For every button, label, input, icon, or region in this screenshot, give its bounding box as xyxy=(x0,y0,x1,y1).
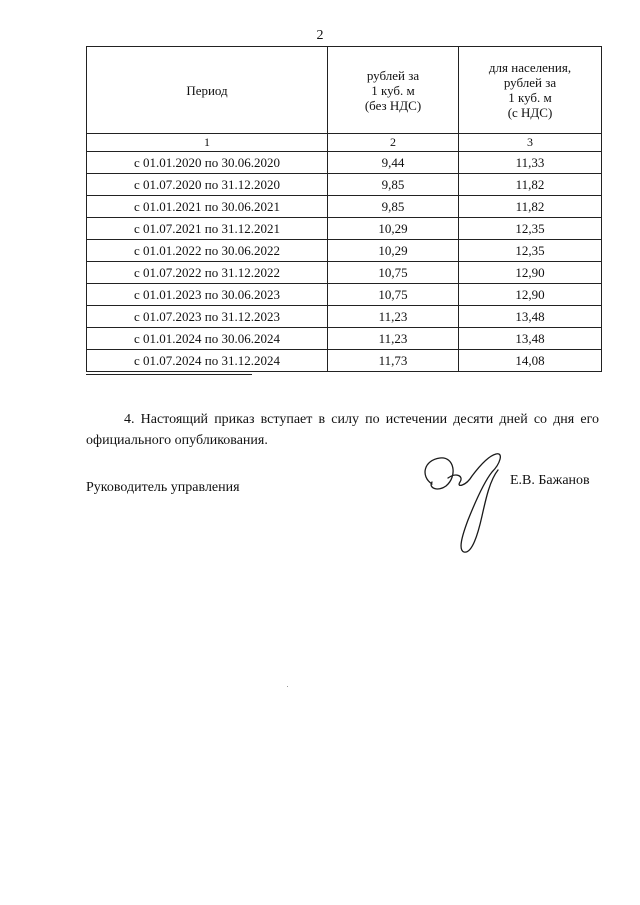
table-row xyxy=(87,152,602,174)
paragraph-4 xyxy=(86,409,599,451)
column-number-row xyxy=(87,134,602,152)
price-with-vat-cell: 12,90 xyxy=(459,284,602,306)
price-with-vat-cell: 11,82 xyxy=(459,174,602,196)
table-header-row xyxy=(87,47,602,134)
header-price-with-vat: для населения, рублей за 1 куб. м (с НДС) xyxy=(459,47,602,134)
period-cell: с 01.01.2023 по 30.06.2023 xyxy=(87,284,328,306)
table-row xyxy=(87,306,602,328)
price-with-vat-cell: 12,35 xyxy=(459,240,602,262)
period-cell: с 01.07.2024 по 31.12.2024 xyxy=(87,350,328,372)
price-without-vat-cell: 10,29 xyxy=(328,218,459,240)
price-without-vat-cell: 11,23 xyxy=(328,306,459,328)
header-price-without-vat: рублей за 1 куб. м (без НДС) xyxy=(328,47,459,134)
price-without-vat-cell: 10,29 xyxy=(328,240,459,262)
signer-title: Руководитель управления xyxy=(86,480,240,495)
price-with-vat-cell: 13,48 xyxy=(459,328,602,350)
period-cell: с 01.01.2021 по 30.06.2021 xyxy=(87,196,328,218)
period-cell: с 01.01.2022 по 30.06.2022 xyxy=(87,240,328,262)
price-without-vat-cell: 9,85 xyxy=(328,174,459,196)
handwritten-signature xyxy=(418,446,518,558)
price-with-vat-cell: 12,90 xyxy=(459,262,602,284)
footnote-divider xyxy=(86,374,252,375)
period-cell: с 01.07.2023 по 31.12.2023 xyxy=(87,306,328,328)
period-cell: с 01.07.2021 по 31.12.2021 xyxy=(87,218,328,240)
paragraph-4-text: 4. Настоящий приказ вступает в силу по истечении десяти дней со дня его официального опубликования. xyxy=(86,412,599,448)
price-with-vat-cell: 13,48 xyxy=(459,306,602,328)
price-with-vat-cell: 12,35 xyxy=(459,218,602,240)
signer-name: Е.В. Бажанов xyxy=(510,473,590,488)
price-with-vat-cell: 11,33 xyxy=(459,152,602,174)
period-cell: с 01.01.2020 по 30.06.2020 xyxy=(87,152,328,174)
table-row xyxy=(87,328,602,350)
price-without-vat-cell: 9,85 xyxy=(328,196,459,218)
price-with-vat-cell: 14,08 xyxy=(459,350,602,372)
tariff-table xyxy=(86,46,602,372)
table-row xyxy=(87,284,602,306)
price-without-vat-cell: 10,75 xyxy=(328,284,459,306)
price-with-vat-cell: 11,82 xyxy=(459,196,602,218)
header-period: Период xyxy=(87,47,328,134)
column-number: 3 xyxy=(459,134,602,152)
table-row xyxy=(87,262,602,284)
period-cell: с 01.07.2020 по 31.12.2020 xyxy=(87,174,328,196)
column-number: 1 xyxy=(87,134,328,152)
table-row xyxy=(87,196,602,218)
table-row xyxy=(87,240,602,262)
price-without-vat-cell: 10,75 xyxy=(328,262,459,284)
price-without-vat-cell: 9,44 xyxy=(328,152,459,174)
page-number: 2 xyxy=(316,28,324,43)
column-number: 2 xyxy=(328,134,459,152)
table-row xyxy=(87,174,602,196)
period-cell: с 01.01.2024 по 30.06.2024 xyxy=(87,328,328,350)
scan-speck xyxy=(287,686,288,687)
price-without-vat-cell: 11,23 xyxy=(328,328,459,350)
table-row xyxy=(87,350,602,372)
price-without-vat-cell: 11,73 xyxy=(328,350,459,372)
period-cell: с 01.07.2022 по 31.12.2022 xyxy=(87,262,328,284)
table-row xyxy=(87,218,602,240)
